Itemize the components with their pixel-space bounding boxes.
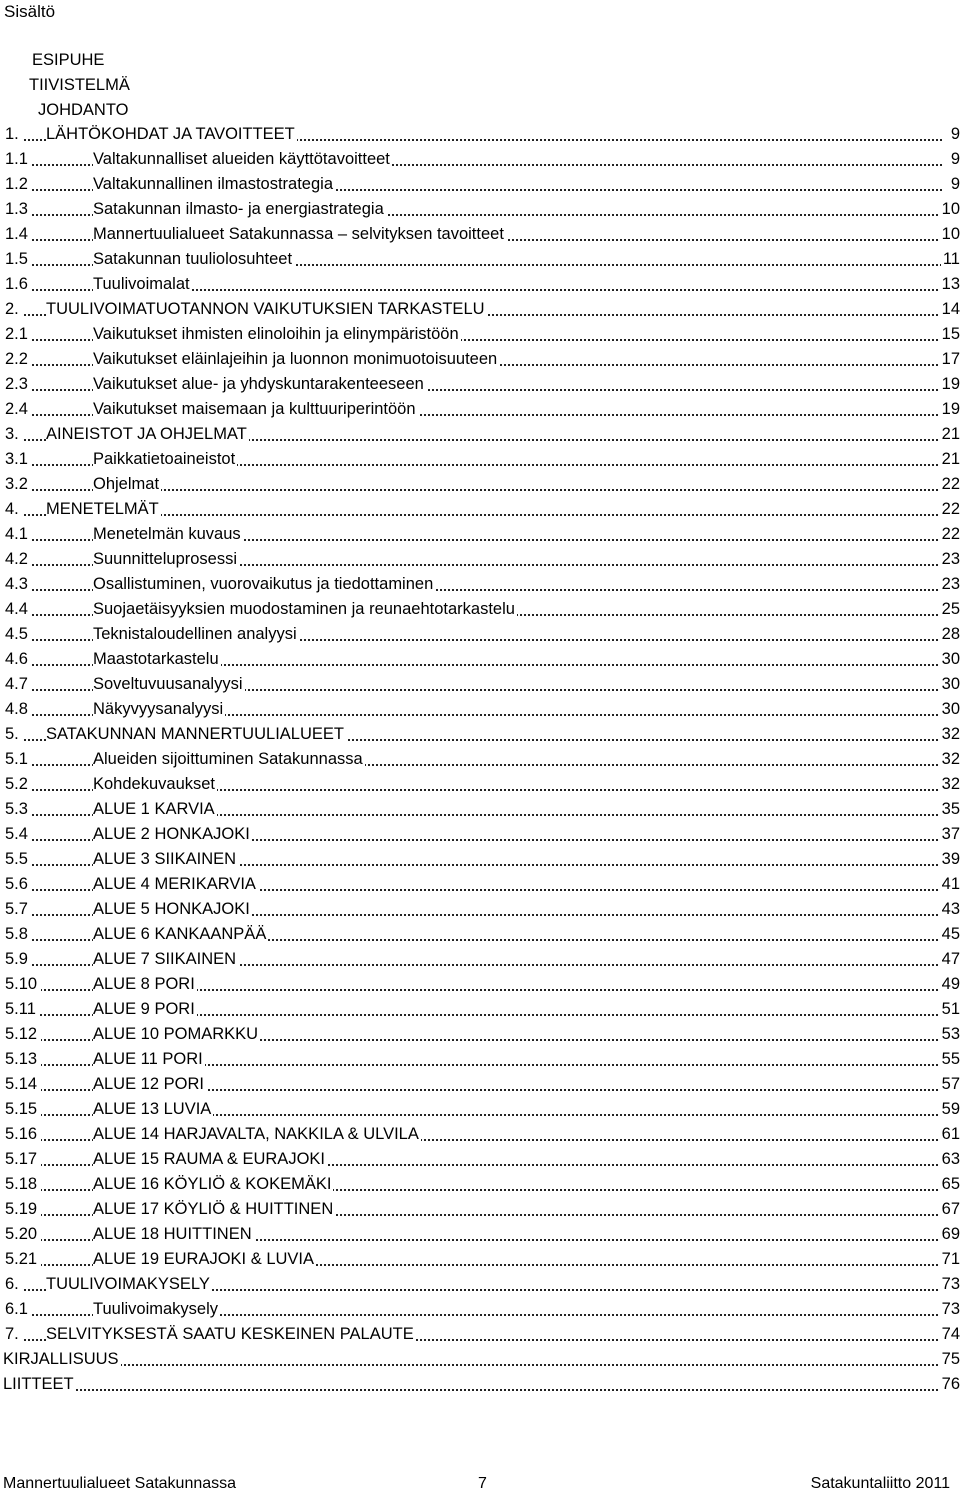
toc-entry-title[interactable]: Vaikutukset maisemaan ja kulttuuriperintöön xyxy=(93,397,418,421)
toc-entry-number: 5.8 xyxy=(5,922,32,946)
toc-entry-number: 4.4 xyxy=(5,597,32,621)
toc-entry-page: 76 xyxy=(940,1372,960,1396)
toc-entry-number: 4.6 xyxy=(5,647,32,671)
toc-entry[interactable] xyxy=(0,1047,960,1071)
toc-entry-title[interactable]: Vaikutukset ihmisten elinoloihin ja elinympäristöön xyxy=(93,322,461,346)
toc-entry-title[interactable]: Paikkatietoaineistot xyxy=(93,447,237,471)
toc-entry[interactable] xyxy=(0,622,960,646)
toc-entry[interactable] xyxy=(0,697,960,721)
toc-entry-title[interactable]: ALUE 2 HONKAJOKI xyxy=(93,822,252,846)
toc-entry-page: 9 xyxy=(949,172,960,196)
toc-entry[interactable] xyxy=(0,1122,960,1146)
toc-entry-number: 6.1 xyxy=(5,1297,32,1321)
toc-entry[interactable] xyxy=(0,547,960,571)
toc-entry-page: 11 xyxy=(941,247,960,271)
toc-tiivistelma[interactable]: TIIVISTELMÄ xyxy=(29,76,130,94)
toc-entry-number: 1.4 xyxy=(5,222,32,246)
toc-dot-leader xyxy=(20,1364,942,1366)
toc-entry-title[interactable]: ALUE 9 PORI xyxy=(93,997,197,1021)
toc-entry[interactable] xyxy=(0,1072,960,1096)
toc-entry[interactable] xyxy=(0,447,960,471)
toc-entry[interactable] xyxy=(0,747,960,771)
toc-entry[interactable] xyxy=(0,847,960,871)
toc-entry-number: 5. xyxy=(5,722,23,746)
toc-entry-number: 5.10 xyxy=(5,972,41,996)
toc-entry-page: 10 xyxy=(940,222,960,246)
toc-esipuhe[interactable]: ESIPUHE xyxy=(32,51,105,69)
toc-entry-title[interactable]: ALUE 14 HARJAVALTA, NAKKILA & ULVILA xyxy=(93,1122,421,1146)
toc-entry-number: 5.6 xyxy=(5,872,32,896)
toc-entry[interactable] xyxy=(0,397,960,421)
footer-page-number: 7 xyxy=(478,1475,487,1492)
toc-entry-number: 1.5 xyxy=(5,247,32,271)
toc-entry-page: 51 xyxy=(940,997,960,1021)
toc-entry-page: 32 xyxy=(940,722,960,746)
toc-entry-number: 1.6 xyxy=(5,272,32,296)
toc-entry-page: 55 xyxy=(940,1047,960,1071)
toc-entry-title[interactable]: MENETELMÄT xyxy=(46,497,161,521)
toc-entry-number: 5.7 xyxy=(5,897,32,921)
toc-entry-page: 32 xyxy=(940,747,960,771)
toc-entry-page: 63 xyxy=(940,1147,960,1171)
toc-entry-number: 3. xyxy=(5,422,23,446)
toc-entry-title[interactable]: Mannertuulialueet Satakunnassa – selvityksen tavoitteet xyxy=(93,222,506,246)
toc-entry-title[interactable]: Tuulivoimakysely xyxy=(93,1297,220,1321)
toc-entry[interactable] xyxy=(0,922,960,946)
toc-entry-title[interactable]: Näkyvyysanalyysi xyxy=(93,697,225,721)
toc-entry-number: 5.18 xyxy=(5,1172,41,1196)
toc-entry-page: 75 xyxy=(940,1347,960,1371)
toc-entry[interactable] xyxy=(0,122,960,146)
toc-entry-title[interactable]: Teknistaloudellinen analyysi xyxy=(93,622,299,646)
toc-entry-number: 5.1 xyxy=(5,747,32,771)
toc-entry-page: 53 xyxy=(940,1022,960,1046)
toc-entry-page: 9 xyxy=(949,122,960,146)
toc-entry[interactable] xyxy=(0,347,960,371)
toc-entry-title[interactable]: Suojaetäisyyksien muodostaminen ja reunaehtotarkastelu xyxy=(93,597,517,621)
toc-entry-title[interactable]: SATAKUNNAN MANNERTUULIALUEET xyxy=(46,722,346,746)
toc-entry[interactable] xyxy=(0,222,960,246)
toc-entry[interactable] xyxy=(0,372,960,396)
toc-entry-page: 19 xyxy=(940,372,960,396)
toc-entry[interactable] xyxy=(0,497,960,521)
toc-entry[interactable] xyxy=(0,272,960,296)
toc-entry-title[interactable]: ALUE 5 HONKAJOKI xyxy=(93,897,252,921)
toc-entry-page: 74 xyxy=(940,1322,960,1346)
toc-entry-number: 5.17 xyxy=(5,1147,41,1171)
toc-entry-page: 10 xyxy=(940,197,960,221)
toc-entry-page: 47 xyxy=(940,947,960,971)
toc-entry[interactable] xyxy=(0,572,960,596)
toc-entry-title[interactable]: AINEISTOT JA OHJELMAT xyxy=(46,422,249,446)
toc-entry[interactable] xyxy=(0,422,960,446)
toc-entry[interactable] xyxy=(0,1022,960,1046)
toc-entry-number: 4.8 xyxy=(5,697,32,721)
toc-entry-page: 61 xyxy=(940,1122,960,1146)
toc-entry-number: 3.2 xyxy=(5,472,32,496)
toc-entry-number: 5.20 xyxy=(5,1222,41,1246)
toc-entry-page: 65 xyxy=(940,1172,960,1196)
toc-entry-number: 4.7 xyxy=(5,672,32,696)
toc-entry-title[interactable]: ALUE 18 HUITTINEN xyxy=(93,1222,254,1246)
toc-entry-number: 5.13 xyxy=(5,1047,41,1071)
toc-entry-title[interactable]: ALUE 1 KARVIA xyxy=(93,797,217,821)
toc-entry-number: 5.16 xyxy=(5,1122,41,1146)
toc-entry-page: 30 xyxy=(940,672,960,696)
toc-entry-page: 22 xyxy=(940,497,960,521)
toc-entry[interactable] xyxy=(0,897,960,921)
toc-entry-page: 41 xyxy=(940,872,960,896)
toc-johdanto[interactable]: JOHDANTO xyxy=(38,101,129,119)
footer-document-title: Mannertuulialueet Satakunnassa xyxy=(3,1475,237,1492)
toc-entry-page: 15 xyxy=(940,322,960,346)
toc-entry-title[interactable]: Vaikutukset eläinlajeihin ja luonnon monimuotoisuuteen xyxy=(93,347,499,371)
toc-entry-page: 73 xyxy=(940,1272,960,1296)
toc-entry-title[interactable]: Satakunnan ilmasto- ja energiastrategia xyxy=(93,197,386,221)
toc-entry[interactable] xyxy=(0,297,960,321)
toc-entry[interactable] xyxy=(0,772,960,796)
toc-entry-title[interactable]: ALUE 10 POMARKKU xyxy=(93,1022,260,1046)
toc-entry-title[interactable]: Alueiden sijoittuminen Satakunnassa xyxy=(93,747,365,771)
toc-entry[interactable] xyxy=(0,147,960,171)
toc-entry-title[interactable]: Menetelmän kuvaus xyxy=(93,522,243,546)
toc-entry-page: 43 xyxy=(940,897,960,921)
toc-entry[interactable] xyxy=(0,1097,960,1121)
toc-entry-title[interactable]: SELVITYKSESTÄ SAATU KESKEINEN PALAUTE xyxy=(46,1322,416,1346)
toc-entry[interactable] xyxy=(0,1372,960,1396)
toc-entry-page: 21 xyxy=(940,447,960,471)
toc-entry-page: 13 xyxy=(940,272,960,296)
toc-entry-title[interactable]: ALUE 19 EURAJOKI & LUVIA xyxy=(93,1247,316,1271)
toc-entry-title[interactable]: Valtakunnallinen ilmastostrategia xyxy=(93,172,335,196)
toc-entry-page: 73 xyxy=(940,1297,960,1321)
toc-entry-number: 4.5 xyxy=(5,622,32,646)
toc-entry[interactable] xyxy=(0,797,960,821)
toc-entry-page: 23 xyxy=(940,547,960,571)
toc-entry-number: 4. xyxy=(5,497,23,521)
toc-entry[interactable] xyxy=(0,1172,960,1196)
toc-entry-title[interactable]: KIRJALLISUUS xyxy=(3,1347,121,1371)
toc-entry-title[interactable]: Tuulivoimalat xyxy=(93,272,192,296)
toc-entry-page: 22 xyxy=(940,472,960,496)
toc-entry-page: 30 xyxy=(940,697,960,721)
toc-entry[interactable] xyxy=(0,997,960,1021)
toc-entry-page: 35 xyxy=(940,797,960,821)
toc-entry-number: 5.5 xyxy=(5,847,32,871)
toc-entry-title[interactable]: Kohdekuvaukset xyxy=(93,772,217,796)
toc-entry[interactable] xyxy=(0,197,960,221)
toc-entry-number: 2.2 xyxy=(5,347,32,371)
toc-entry[interactable] xyxy=(0,1347,960,1371)
toc-entry[interactable] xyxy=(0,1222,960,1246)
toc-entry-number: 1.1 xyxy=(5,147,32,171)
toc-entry-title[interactable]: Valtakunnalliset alueiden käyttötavoitteet xyxy=(93,147,392,171)
toc-entry-title[interactable]: ALUE 16 KÖYLIÖ & KOKEMÄKI xyxy=(93,1172,333,1196)
toc-entry[interactable] xyxy=(0,522,960,546)
toc-entry-page: 22 xyxy=(940,522,960,546)
toc-entry[interactable] xyxy=(0,1197,960,1221)
toc-entry[interactable] xyxy=(0,672,960,696)
toc-entry[interactable] xyxy=(0,597,960,621)
toc-entry-title[interactable]: ALUE 8 PORI xyxy=(93,972,197,996)
toc-entry-number: 2. xyxy=(5,297,23,321)
toc-entry-page: 57 xyxy=(940,1072,960,1096)
toc-entry-title[interactable]: ALUE 4 MERIKARVIA xyxy=(93,872,258,896)
toc-entry-page: 32 xyxy=(940,772,960,796)
toc-entry-page: 67 xyxy=(940,1197,960,1221)
toc-entry-title[interactable]: Ohjelmat xyxy=(93,472,161,496)
toc-entry-title[interactable]: ALUE 6 KANKAANPÄÄ xyxy=(93,922,268,946)
toc-entry-page: 71 xyxy=(940,1247,960,1271)
toc-entry-page: 39 xyxy=(940,847,960,871)
toc-entry[interactable] xyxy=(0,1297,960,1321)
toc-entry-title[interactable]: ALUE 11 PORI xyxy=(93,1047,205,1071)
toc-entry-title[interactable]: TUULIVOIMATUOTANNON VAIKUTUKSIEN TARKASTELU xyxy=(46,297,487,321)
toc-entry[interactable] xyxy=(0,722,960,746)
toc-entry-number: 5.9 xyxy=(5,947,32,971)
toc-entry[interactable] xyxy=(0,247,960,271)
toc-entry-page: 28 xyxy=(940,622,960,646)
toc-entry-number: 5.12 xyxy=(5,1022,41,1046)
toc-entry-title[interactable]: Vaikutukset alue- ja yhdyskuntarakenteeseen xyxy=(93,372,426,396)
toc-entry[interactable] xyxy=(0,972,960,996)
toc-entry[interactable] xyxy=(0,647,960,671)
toc-entry-title[interactable]: Satakunnan tuuliolosuhteet xyxy=(93,247,294,271)
toc-entry[interactable] xyxy=(0,322,960,346)
toc-entry-page: 37 xyxy=(940,822,960,846)
toc-entry-page: 59 xyxy=(940,1097,960,1121)
toc-entry-number: 2.3 xyxy=(5,372,32,396)
toc-entry-page: 30 xyxy=(940,647,960,671)
page-title: Sisältö xyxy=(4,2,56,21)
toc-entry-title[interactable]: ALUE 15 RAUMA & EURAJOKI xyxy=(93,1147,327,1171)
toc-entry-number: 5.21 xyxy=(5,1247,41,1271)
toc-entry-page: 69 xyxy=(940,1222,960,1246)
toc-entry-number: 5.14 xyxy=(5,1072,41,1096)
toc-entry[interactable] xyxy=(0,872,960,896)
toc-entry[interactable] xyxy=(0,1147,960,1171)
footer-publisher: Satakuntaliitto 2011 xyxy=(810,1475,950,1492)
toc-entry-number: 5.11 xyxy=(5,997,40,1021)
toc-entry-page: 49 xyxy=(940,972,960,996)
toc-entry-number: 4.3 xyxy=(5,572,32,596)
toc-entry-title[interactable]: Suunnitteluprosessi xyxy=(93,547,239,571)
toc-entry-title[interactable]: Maastotarkastelu xyxy=(93,647,221,671)
toc-entry-title[interactable]: LÄHTÖKOHDAT JA TAVOITTEET xyxy=(46,122,297,146)
toc-entry-number: 5.15 xyxy=(5,1097,41,1121)
toc-entry[interactable] xyxy=(0,1272,960,1296)
toc-entry[interactable] xyxy=(0,947,960,971)
toc-entry-page: 45 xyxy=(940,922,960,946)
toc-entry-number: 1.2 xyxy=(5,172,32,196)
toc-entry-page: 21 xyxy=(940,422,960,446)
toc-entry-number: 2.1 xyxy=(5,322,32,346)
toc-entry-title[interactable]: ALUE 7 SIIKAINEN xyxy=(93,947,238,971)
toc-entry-page: 23 xyxy=(940,572,960,596)
toc-entry-title[interactable]: TUULIVOIMAKYSELY xyxy=(46,1272,212,1296)
toc-entry-number: 6. xyxy=(5,1272,23,1296)
toc-entry-page: 17 xyxy=(940,347,960,371)
toc-entry-title[interactable]: ALUE 17 KÖYLIÖ & HUITTINEN xyxy=(93,1197,335,1221)
toc-entry-number: 1. xyxy=(5,122,23,146)
toc-entry-title[interactable]: ALUE 3 SIIKAINEN xyxy=(93,847,238,871)
toc-entry[interactable] xyxy=(0,472,960,496)
toc-entry-title[interactable]: Soveltuvuusanalyysi xyxy=(93,672,245,696)
toc-entry-number: 2.4 xyxy=(5,397,32,421)
toc-entry-number: 5.3 xyxy=(5,797,32,821)
toc-entry-number: 1.3 xyxy=(5,197,32,221)
toc-entry[interactable] xyxy=(0,1247,960,1271)
toc-entry-number: 5.19 xyxy=(5,1197,41,1221)
toc-entry-number: 7. xyxy=(5,1322,23,1346)
toc-entry-title[interactable]: LIITTEET xyxy=(3,1372,76,1396)
toc-entry-number: 3.1 xyxy=(5,447,32,471)
toc-entry[interactable] xyxy=(0,172,960,196)
toc-entry-number: 5.2 xyxy=(5,772,32,796)
toc-entry-page: 25 xyxy=(940,597,960,621)
toc-entry-number: 4.2 xyxy=(5,547,32,571)
toc-entry-title[interactable]: ALUE 13 LUVIA xyxy=(93,1097,213,1121)
toc-entry-number: 5.4 xyxy=(5,822,32,846)
toc-entry[interactable] xyxy=(0,822,960,846)
toc-entry-title[interactable]: ALUE 12 PORI xyxy=(93,1072,206,1096)
toc-entry-title[interactable]: Osallistuminen, vuorovaikutus ja tiedottaminen xyxy=(93,572,435,596)
toc-entry-page: 9 xyxy=(949,147,960,171)
toc-entry-page: 14 xyxy=(940,297,960,321)
toc-dot-leader xyxy=(20,1389,942,1391)
toc-entry[interactable] xyxy=(0,1322,960,1346)
toc-entry-number: 4.1 xyxy=(5,522,32,546)
toc-entry-page: 19 xyxy=(940,397,960,421)
